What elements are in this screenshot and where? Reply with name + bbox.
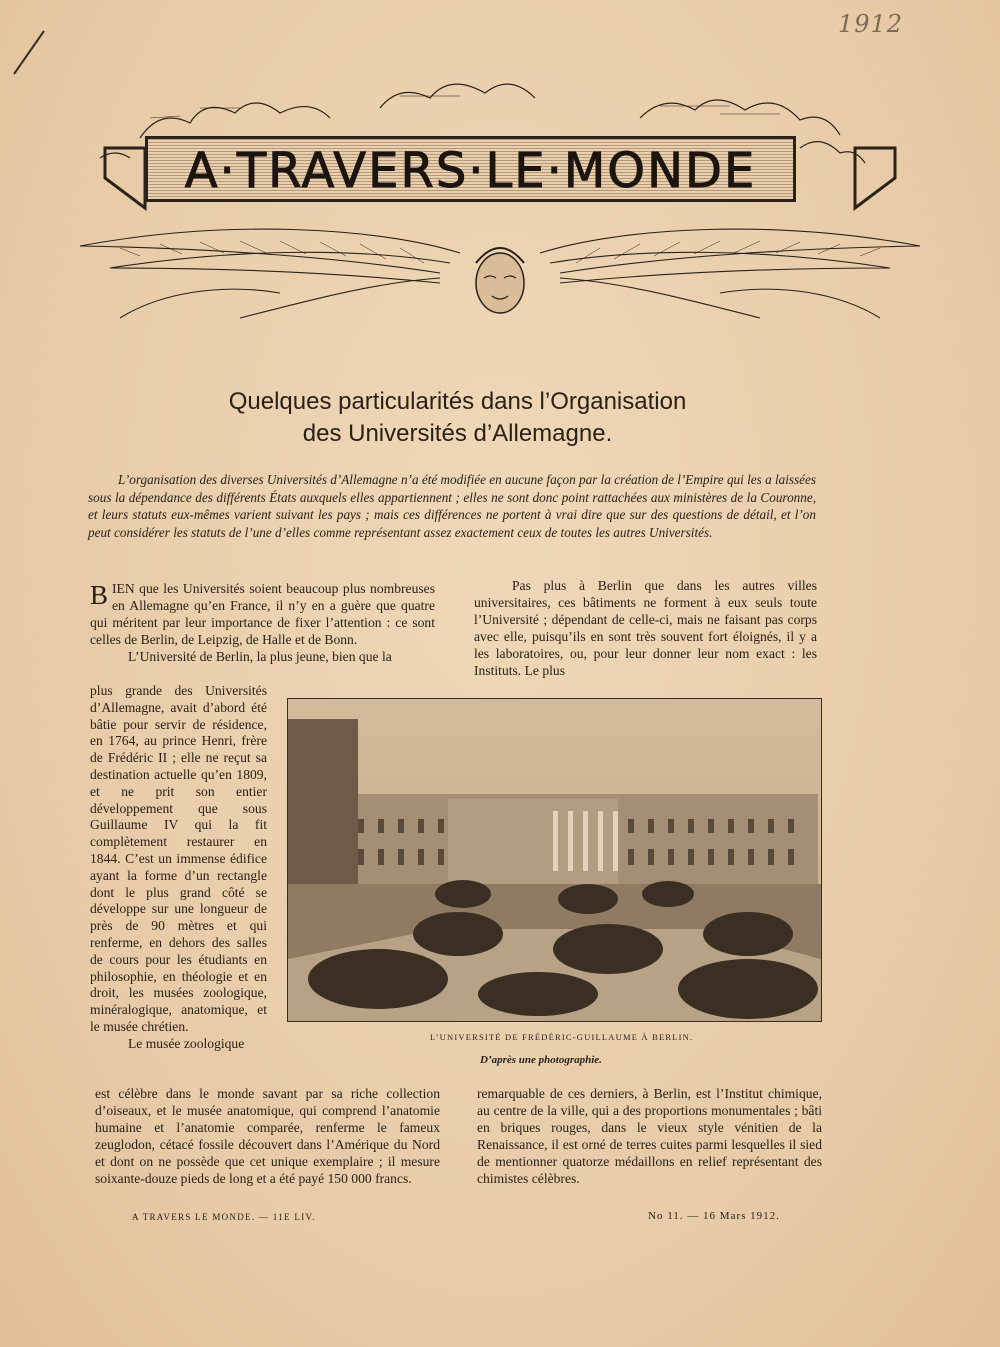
- column-1-narrow: [90, 683, 267, 1053]
- paragraph-1: IEN que les Universités soient beaucoup plus nombreuses en Allemagne qu’en France, il n’y en a guère que quatre qui méritent par leur importance de fixer l’attention : ce sont celles de Berlin, de Leipzig, de Halle et de Bonn.: [90, 581, 435, 647]
- column-2-bottom: remarquable de ces derniers, à Berlin, est l’Institut chimique, au centre de la ville, qui a des proportions monumentales ; bâti en briques rouges, dans le vieux style vénitien de la Renaissance, il est orné de terres cuites parmi lesquelles il sied de mentionner quatorze médaillons en relief représentant des chimistes célèbres.: [477, 1086, 822, 1186]
- column-1-top: [90, 581, 435, 666]
- handwritten-year: 1912: [838, 10, 904, 38]
- article-intro: L’organisation des diverses Universités d’Allemagne n’a été modifiée en aucune façon par la création de l’Empire qui les a laissées sous la dépendance des différents États auxquels elles appartiennent ; elles ne sont donc point rattachées aux ministères de la Couronne, et leurs statuts eux-mêmes varient suivant les pays ; mais ces différences ne portent à vrai dire que sur des questions de détail, et l’on peut considérer les statuts de l’une d’elles comme représentant assez exactement ceux de toutes les autres Universités.: [88, 472, 816, 540]
- photo-credit: D’après une photographie.: [480, 1054, 602, 1066]
- drop-cap: B: [90, 580, 109, 610]
- footer-publication: A TRAVERS LE MONDE. — 11E LIV.: [132, 1212, 316, 1222]
- photo-caption: L’UNIVERSITÉ DE FRÉDÉRIC-GUILLAUME À BERLIN.: [430, 1032, 694, 1042]
- masthead-ornament-illustration: [80, 78, 920, 328]
- paragraph-2-start: L’Université de Berlin, la plus jeune, bien que la: [128, 648, 392, 664]
- masthead-title: A·TRAVERS·LE·MONDE: [184, 143, 757, 199]
- paragraph-3-start: Le musée zoologique: [128, 1035, 245, 1051]
- university-photograph: [287, 698, 822, 1022]
- article-title-line-2: des Universités d’Allemagne.: [302, 420, 613, 447]
- column-2-top: [474, 578, 817, 679]
- footer-issue-date: No 11. — 16 Mars 1912.: [648, 1210, 780, 1222]
- pencil-stroke-mark: [8, 28, 48, 78]
- article-title: [100, 386, 815, 450]
- article-title-line-1: Quelques particularités dans l’Organisation: [228, 388, 687, 415]
- column-1-bottom: est célèbre dans le monde savant par sa riche collection d’oiseaux, et le musée anatomique, qui comprend l’anatomie humaine et l’anatomie comparée, renferme le fameux zeuglodon, cétacé fossile découvert dans l’Amérique du Nord et dont on ne possède que cet unique exemplaire ; il mesure soixante-douze pieds de long et a été payé 150 000 francs.: [95, 1086, 440, 1186]
- university-building-image: [288, 699, 821, 1021]
- masthead-title-frame: [145, 136, 796, 202]
- masthead-engraving: [80, 78, 920, 328]
- paragraph-2-continued: plus grande des Universités d’Allemagne, avait d’abord été bâtie pour servir de résidence, en 1764, au prince Henri, frère de Frédéric II ; elle ne reçut sa destination actuelle qu’en 1809, et ne prit son entier développement que sous Guillaume IV qui la fit complètement restaurer en 1844. C’est un immense édifice ayant la forme d’un rectangle dont le plus grand côté se développe sur une longueur de près de 90 mètres et qui renferme, en dehors des salles de cours pour les étudiants en philosophie, en théologie et en droit, les musées zoologique, minéralogique, anatomique, et le musée chrétien.: [90, 683, 267, 1034]
- column-2-paragraph: Pas plus à Berlin que dans les autres villes universitaires, ces bâtiments ne forment à eux seuls toute l’Université ; dépendant de celle-ci, mais ne faisant pas corps avec elle, puisqu’ils en sont très souvent fort éloignés, il y a les laboratoires, ou, pour leur donner leur nom exact : les Instituts. Le plus: [474, 578, 817, 678]
